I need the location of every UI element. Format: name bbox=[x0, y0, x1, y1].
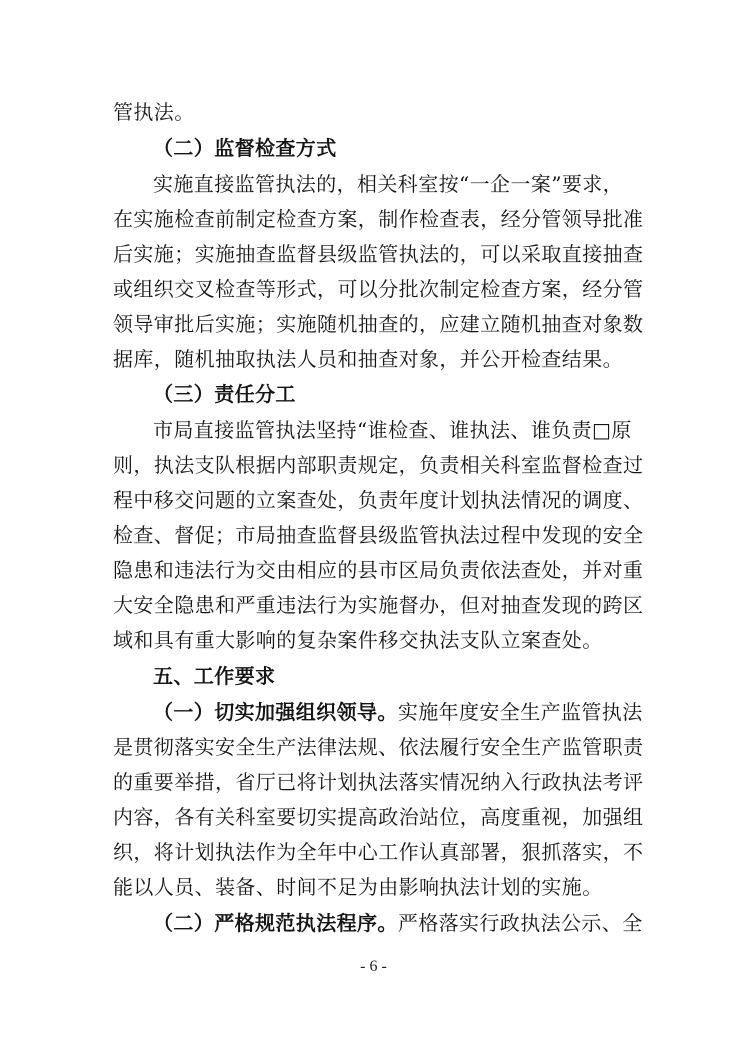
section-heading: 五、工作要求 bbox=[153, 664, 276, 688]
paragraph-line: 管执法。 bbox=[113, 100, 195, 124]
paragraph-line bbox=[153, 695, 643, 729]
paragraph-line: 市局直接监管执法坚持“谁检查、谁执法、谁负责□原 bbox=[153, 418, 632, 442]
paragraph-line: 据库，随机抽取执法人员和抽查对象，并公开检查结果。 bbox=[113, 347, 623, 371]
page-number: - 6 - bbox=[360, 958, 387, 975]
paragraph-line: 是贯彻落实安全生产法律法规、依法履行安全生产监管职责 bbox=[113, 735, 644, 759]
paragraph-line: 织，将计划执法作为全年中心工作认真部署，狠抓落实，不 bbox=[113, 840, 644, 864]
paragraph-text: 严格落实行政执法公示、全 bbox=[397, 911, 643, 935]
paragraph-line: 则，执法支队根据内部职责规定，负责相关科室监督检查过 bbox=[113, 453, 644, 477]
paragraph-line: 程中移交问题的立案查处，负责年度计划执法情况的调度、 bbox=[113, 488, 644, 512]
section-heading: （二）监督检查方式 bbox=[153, 136, 337, 160]
paragraph-line: 能以人员、装备、时间不足为由影响执法计划的实施。 bbox=[113, 875, 603, 899]
subsection-heading: （一）切实加强组织领导。 bbox=[153, 700, 398, 724]
paragraph-line: 域和具有重大影响的复杂案件移交执法支队立案查处。 bbox=[113, 628, 603, 652]
subsection-heading: （二）严格规范执法程序。 bbox=[153, 911, 398, 935]
paragraph-line: 大安全隐患和严重违法行为实施督办，但对抽查发现的跨区 bbox=[113, 593, 644, 617]
paragraph-line: 领导审批后实施；实施随机抽查的，应建立随机抽查对象数 bbox=[113, 312, 644, 336]
paragraph-line: 的重要举措，省厅已将计划执法落实情况纳入行政执法考评 bbox=[113, 770, 644, 794]
paragraph-line: 实施直接监管执法的，相关科室按“一企一案”要求， bbox=[153, 172, 624, 196]
paragraph-text: 实施年度安全生产监管执法 bbox=[397, 700, 643, 724]
section-heading: （三）责任分工 bbox=[153, 382, 296, 406]
paragraph-line bbox=[153, 906, 643, 940]
paragraph-line: 后实施；实施抽查监督县级监管执法的，可以采取直接抽查 bbox=[113, 242, 644, 266]
paragraph-line: 检查、督促；市局抽查监督县级监管执法过程中发现的安全 bbox=[113, 523, 644, 547]
paragraph-line: 内容，各有关科室要切实提高政治站位，高度重视，加强组 bbox=[113, 805, 644, 829]
paragraph-line: 在实施检查前制定检查方案，制作检查表，经分管领导批准 bbox=[113, 207, 644, 231]
paragraph-line: 或组织交叉检查等形式，可以分批次制定检查方案，经分管 bbox=[113, 277, 644, 301]
paragraph-line: 隐患和违法行为交由相应的县市区局负责依法查处，并对重 bbox=[113, 558, 644, 582]
